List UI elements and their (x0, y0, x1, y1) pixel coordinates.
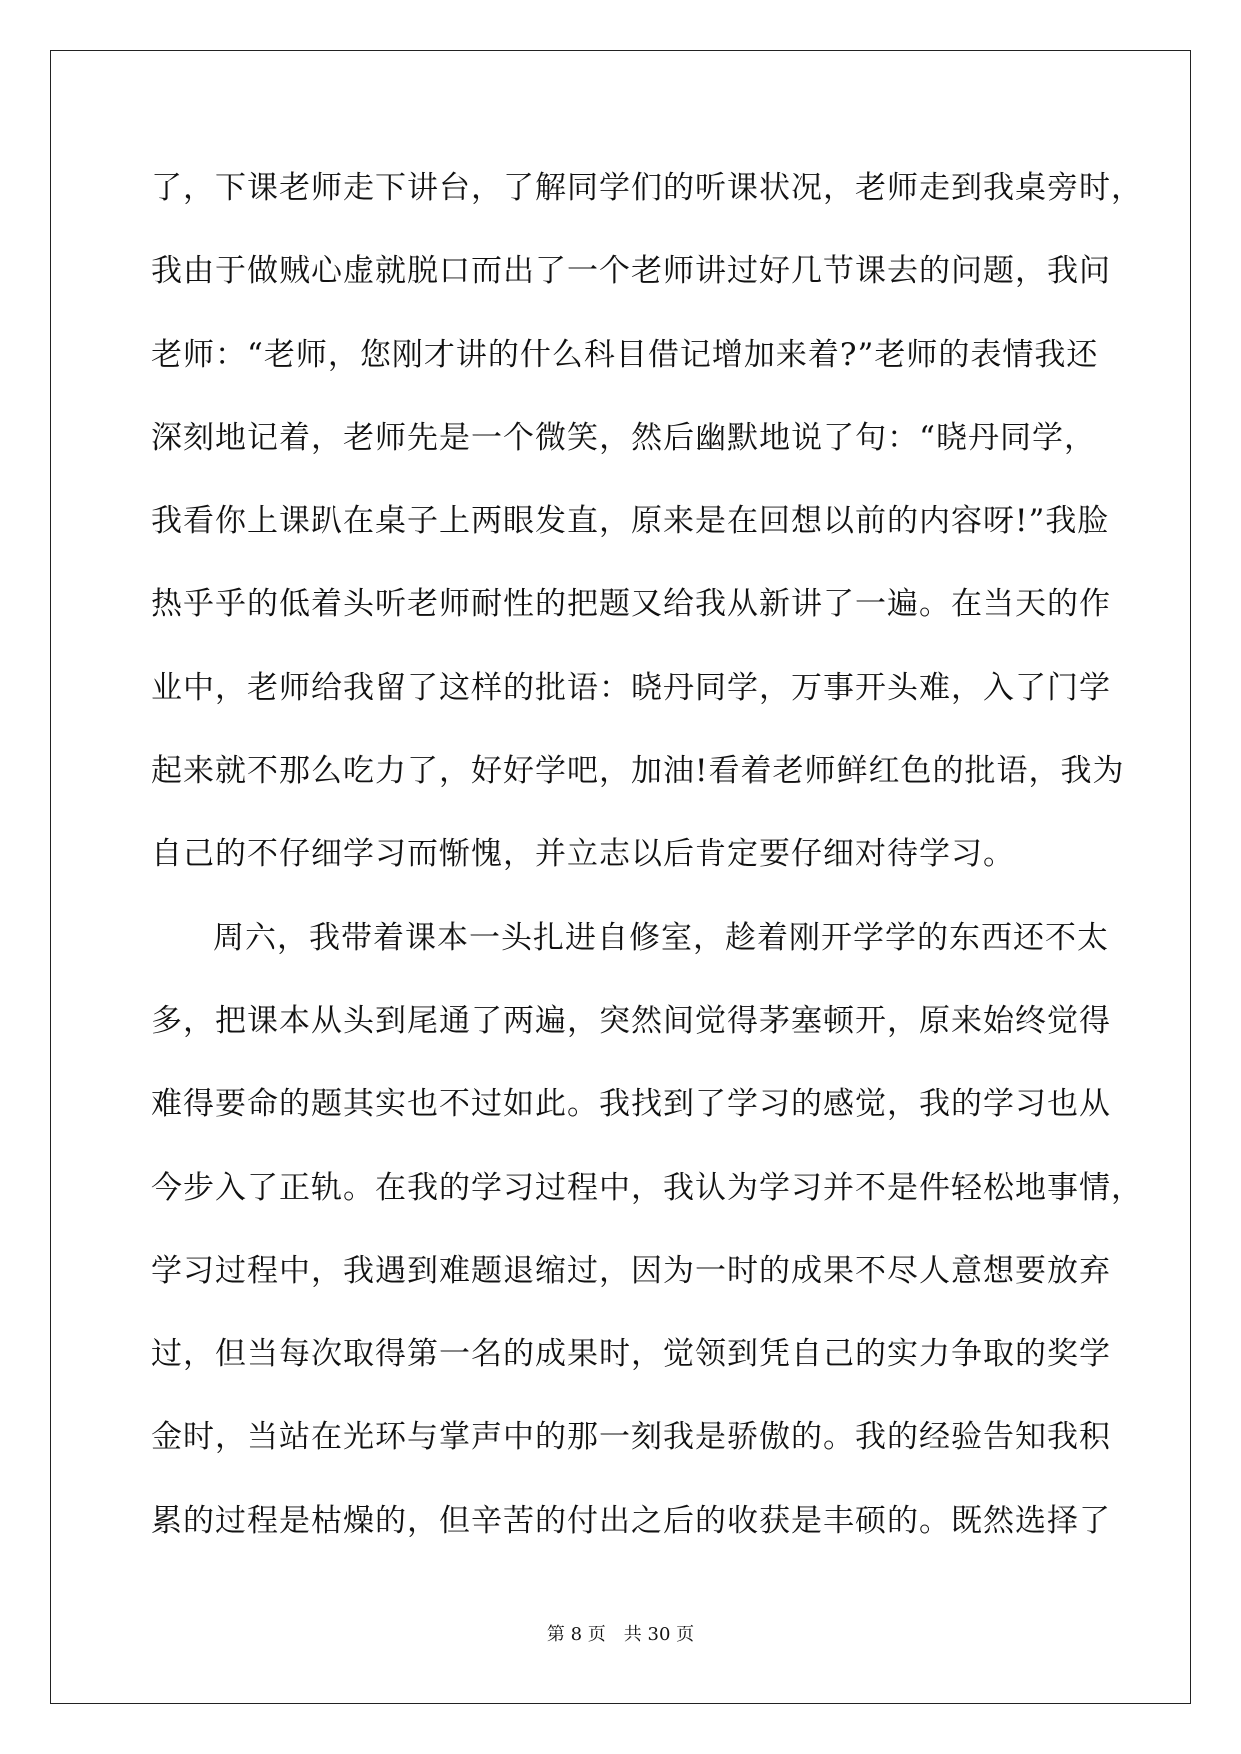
text-line-paragraph-start: 周六，我带着课本一头扎进自修室，趁着刚开学学的东西还不太 (213, 919, 1109, 956)
text-line: 我由于做贼心虚就脱口而出了一个老师讲过好几节课去的问题，我问 (151, 253, 1111, 290)
page-total: 共 30 页 (623, 1624, 695, 1645)
text-line: 过，但当每次取得第一名的成果时，觉领到凭自己的实力争取的奖学 (151, 1336, 1111, 1373)
text-line: 热乎乎的低着头听老师耐性的把题又给我从新讲了一遍。在当天的作 (151, 586, 1111, 623)
text-line: 累的过程是枯燥的，但辛苦的付出之后的收获是丰硕的。既然选择了 (151, 1502, 1111, 1539)
text-line-paragraph-end: 自己的不仔细学习而惭愧，并立志以后肯定要仔细对待学习。 (151, 836, 1015, 873)
document-body (151, 168, 1143, 1584)
page-footer (0, 1620, 1241, 1646)
page-number: 第 8 页 (546, 1624, 606, 1645)
text-line: 老师：“老师，您刚才讲的什么科目借记增加来着?”老师的表情我还 (151, 336, 1099, 373)
text-line: 深刻地记着，老师先是一个微笑，然后幽默地说了句：“晓丹同学， (151, 419, 1096, 456)
text-line: 难得要命的题其实也不过如此。我找到了学习的感觉，我的学习也从 (151, 1086, 1111, 1123)
text-line: 起来就不那么吃力了，好好学吧，加油!看着老师鲜红色的批语，我为 (151, 753, 1125, 790)
text-line: 多，把课本从头到尾通了两遍，突然间觉得茅塞顿开，原来始终觉得 (151, 1002, 1111, 1039)
text-line: 我看你上课趴在桌子上两眼发直，原来是在回想以前的内容呀!”我脸 (151, 503, 1110, 540)
text-line: 业中，老师给我留了这样的批语：晓丹同学，万事开头难，入了门学 (151, 669, 1111, 706)
text-line: 金时，当站在光环与掌声中的那一刻我是骄傲的。我的经验告知我积 (151, 1419, 1111, 1456)
text-line: 今步入了正轨。在我的学习过程中，我认为学习并不是件轻松地事情， (151, 1169, 1143, 1206)
text-line: 学习过程中，我遇到难题退缩过，因为一时的成果不尽人意想要放弃 (151, 1252, 1111, 1289)
text-line: 了，下课老师走下讲台，了解同学们的听课状况，老师走到我桌旁时， (151, 170, 1143, 206)
